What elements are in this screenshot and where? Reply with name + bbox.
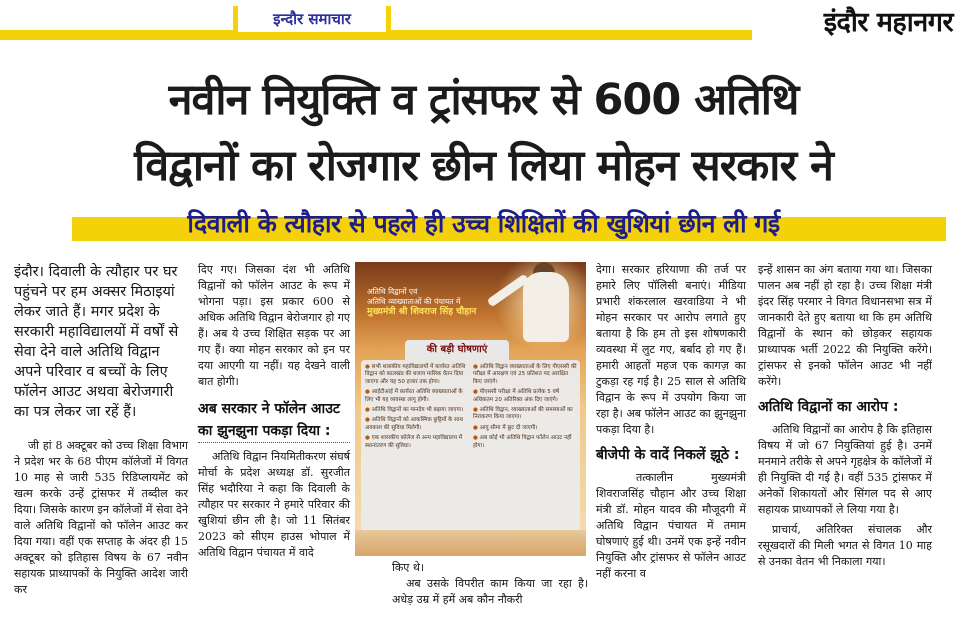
body-paragraph: जी हां 8 अक्टूबर को उच्च शिक्षा विभाग ने प्रदेश भर के 68 पीएम कॉलेजों में विगत 10 माह से जारी 535 रिडिप्लायमेंट को खत्म करके उन्हें ट्रांसफर में तब्दील कर दिया। जिसके कारण इन कॉलेजों में सेवा देने वाले अतिथि विद्वानों को फॉलेन आउट कर दिया गया। वहीं एक सप्ताह के अंदर ही 15 अक्टूबर को इतिहास विषय के 67 नवीन सहायक प्राध्यापकों के नियुक्ति आदेश जारी कर — [14, 439, 188, 596]
announcement-item: ● अतिथि विद्वान व्याख्याताओं के लिए पीएससी की परीक्षा में आरक्षण एवं 25 प्रतिशत पद आरक्षित किए जाएंगे। — [473, 364, 577, 386]
section-tag: इन्दौर समाचार — [233, 6, 391, 32]
body-paragraph: इन्हें शासन का अंग बताया गया था। जिसका पालन अब नहीं हो रहा है। उच्च शिक्षा मंत्री इंदर सिंह परमार ने विगत विधानसभा सत्र में जानकारी देते हुए बताया था कि हम अतिथि विद्वानों के स्थान को छोड़कर सहायक प्राध्यापक भर्ती 2022 की नियुक्ति करेंगे। ट्रांसफर से इनको फॉलेन आउट भी नहीं करेंगे। — [758, 263, 932, 388]
photo-line-1: अतिथि विद्वानों एवं — [367, 287, 418, 296]
subheadline: दिवाली के त्यौहार से पहले ही उच्च शिक्षितों की खुशियां छीन ली गई — [187, 209, 780, 238]
announcement-item: ● अब कोई भी अतिथि विद्वान फॉलेन आउट नहीं होगा। — [473, 435, 577, 450]
announcement-item: ● अतिथि विद्वानों को आकस्मिक छुट्टियों के साथ अवकाश की सुविधा मिलेगी। — [365, 417, 469, 432]
page-section-title: इंदौर महानगर — [823, 7, 953, 38]
headline-line-1: नवीन नियुक्ति व ट्रांसफर से 600 अतिथि — [168, 75, 799, 125]
section-subheading: अब सरकार ने फॉलेन आउट का झुनझुना पकड़ा दिया : — [198, 398, 350, 443]
announcement-item: ● अतिथि विद्वान, व्याख्याताओं की समस्याओं का निराकरण किया जाएगा। — [473, 407, 577, 422]
announcement-item: ● आईटीआई में कार्यरत अतिथि व्याख्याताओं के लिए भी यह व्यवस्था लागू होगी। — [365, 389, 469, 404]
announcements-left — [365, 364, 469, 453]
column-1 — [14, 262, 188, 598]
body-paragraph: तत्कालीन मुख्यमंत्री शिवराजसिंह चौहान और उच्च शिक्षा मंत्री डॉ. मोहन यादव की मौजूदगी में अतिथि विद्वान पंचायत में तमाम घोषणाएं हुई थी। उनमें एक इन्हें नवीन नियुक्ति और ट्रांसफर से फॉलेन आउट नहीं करना व — [596, 471, 746, 580]
body-paragraph: अतिथि विद्वान नियमितीकरण संघर्ष मोर्चा के प्रदेश अध्यक्ष डॉ. सुरजीत सिंह भदौरिया ने कहा कि दिवाली के त्यौहार पर सरकार ने हमारे परिवार की खुशियां छीन ली है। जो 11 सितंबर 2023 को सीएम हाउस भोपाल में अतिथि विद्वान पंचायत में वादे — [198, 450, 350, 559]
photo-caption-box — [363, 284, 521, 320]
section-subheading: बीजेपी के वादें निकलें झूठे : — [596, 447, 740, 463]
announcement-item: ● आयु सीमा में छूट दी जाएगी। — [473, 425, 577, 432]
body-paragraph: अब उसके विपरीत काम किया जा रहा है। अधेड़ उम्र में हमें अब कौन नौकरी — [392, 577, 588, 606]
news-photo — [355, 262, 586, 556]
photo-banner: की बड़ी घोषणाएं — [405, 340, 509, 360]
lead-paragraph: इंदौर। दिवाली के त्यौहार पर घर पहुंचने पर हम अक्सर मिठाइयां लेकर जाते हैं। मगर प्रदेश के सरकारी महाविद्यालयों में वर्षों से सेवा देने वाले अतिथि विद्वान अपने परिवार व बच्चों के लिए फॉलेन आउट अथवा बेरोजगारी का पत्र लेकर जा रहें हैं। — [14, 264, 179, 420]
body-paragraph: दिए गए। जिसका दंश भी अतिथि विद्वानों को फॉलेन आउट के रूप में भोगना पड़ा। इस प्रकार 600 से अधिक अतिथि विद्वान बेरोजगार हो गए हैं। अब ये उच्च शिक्षित सड़क पर आ गए हैं। क्या मोहन सरकार को इन पर दया आएगी या नहीं। यह देखने वाली बात होगी। — [198, 263, 350, 388]
body-paragraph: देगा। सरकार हरियाणा की तर्ज पर हमारे लिए पॉलिसी बनाएं। मीडिया प्रभारी शंकरलाल खरवाडिया ने भी मोहन सरकार पर आरोप लगाते हुए बताया है कि हम तो इस शोषणकारी व्यवस्था में लुट गए, बर्बाद हो गए हैं। हमारी आहतों महज एक कागज़ का टुकड़ा रह गई है। 25 साल से अतिथि विद्वान के रूप में उपयोग किया जा रहा है। अब फॉलेन आउट का झुनझुना पकड़ा दिया है। — [596, 263, 746, 436]
photo-line-3: मुख्यमंत्री श्री शिवराज सिंह चौहान — [367, 307, 477, 317]
announcement-item: ● अतिथि विद्वानों का मानदेय भी बढ़ाया जाएगा। — [365, 407, 469, 414]
photo-line-2: अतिथि व्याख्याताओं की पंचायत में — [367, 297, 461, 306]
column-3-bottom — [392, 560, 588, 608]
announcement-item: ● एक शासकीय कॉलेज से अन्य महाविद्यालय में स्थानांतरण की सुविधा। — [365, 435, 469, 450]
announcements-right — [473, 364, 577, 453]
column-4 — [596, 262, 746, 582]
headline-line-2: विद्वानों का रोजगार छीन लिया मोहन सरकार ने — [134, 141, 833, 191]
body-paragraph: किए थे। — [392, 561, 425, 574]
body-paragraph: अतिथि विद्वानों का आरोप है कि इतिहास विषय में जो 67 नियुक्तियां हुई है। उनमें मनमाने तरीके से अपने गृहक्षेत्र के कॉलेजों में ही नियुक्ति दी गई है। वहीं 535 ट्रांसफर में अनेकों शिकायतों और सिंगल पद से आए सहायक प्राध्यापकों ले लिया गया है। — [758, 423, 932, 516]
announcement-item: ● पीएससी परीक्षा में अतिथि प्रत्येक 5 वर्ष अधिकतम 20 अतिरिक्त अंक दिए जाएंगे। — [473, 389, 577, 404]
body-paragraph: प्राचार्य, अतिरिक्त संचालक और रसूखदारों की मिली भगत से विगत 10 माह से उनका वेतन भी निकाला गया। — [758, 523, 932, 568]
section-subheading: अतिथि विद्वानों का आरोप : — [758, 399, 899, 415]
speaker-figure — [523, 272, 569, 342]
column-5 — [758, 262, 932, 570]
announcement-item: ● सभी शासकीय महाविद्यालयों में कार्यरत अतिथि विद्वान को कालखंड की बजाय मासिक वेतन दिया जाएगा और यह 50 हजार तक होगा। — [365, 364, 469, 386]
column-2 — [198, 262, 350, 561]
announcements-panel — [361, 360, 580, 532]
